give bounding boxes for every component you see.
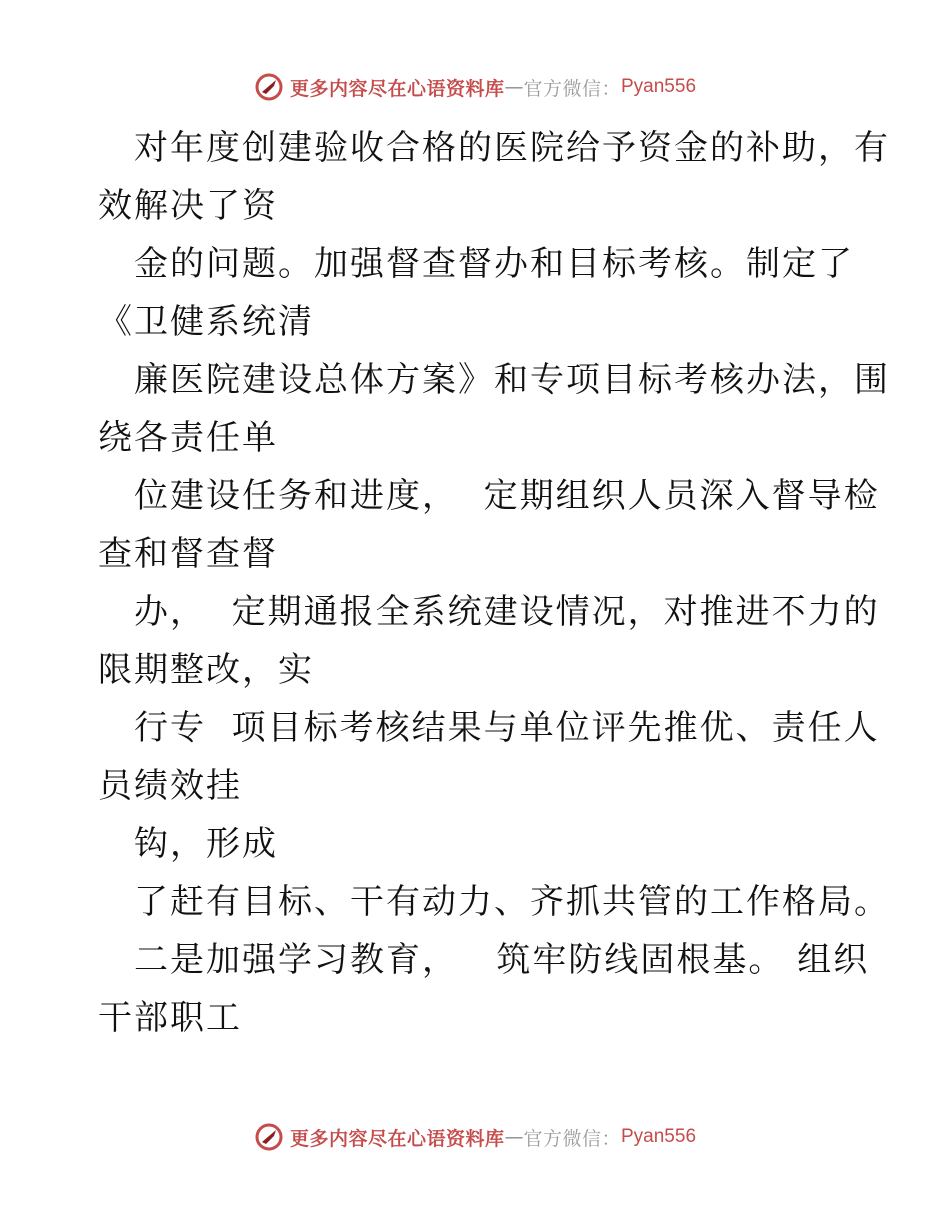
text-line-6: 绕各责任单 [98, 418, 278, 458]
banner-dash: — [504, 76, 524, 98]
banner-wechat-label: 官方微信： [523, 77, 621, 100]
text-line-14: 了赶有目标、干有动力、齐抓共管的工作格局。 [134, 882, 890, 922]
text-line-2: 效解决了资 [98, 186, 278, 226]
header-banner [0, 72, 950, 102]
text-line-12: 员绩效挂 [98, 766, 242, 806]
text-line-7: 位建设任务和进度， 定期组织人员深入督导检 [134, 476, 880, 516]
banner-lead-text: 更多内容尽在心语资料库 [289, 77, 505, 100]
text-line-3: 金的问题。加强督查督办和目标考核。制定了 [134, 244, 854, 284]
banner-dash: — [504, 1126, 524, 1148]
logo-icon [254, 72, 284, 102]
text-line-15: 二是加强学习教育， 筑牢防线固根基。 组织 [134, 940, 870, 980]
banner-wechat-id: Pyan556 [621, 76, 697, 97]
text-line-11: 行专 项目标考核结果与单位评先推优、责任人 [134, 708, 880, 748]
text-line-1: 对年度创建验收合格的医院给予资金的补助，有 [134, 128, 890, 168]
footer-banner [0, 1122, 950, 1152]
text-line-13: 钩，形成 [134, 824, 278, 864]
text-line-16: 干部职工 [98, 998, 242, 1038]
text-line-8: 查和督查督 [98, 534, 278, 574]
text-line-10: 限期整改，实 [98, 650, 314, 690]
text-line-4: 《卫健系统清 [98, 302, 314, 342]
banner-wechat-id: Pyan556 [621, 1126, 697, 1147]
banner-wechat-label: 官方微信： [523, 1127, 621, 1150]
logo-icon [254, 1122, 284, 1152]
banner-lead-text: 更多内容尽在心语资料库 [289, 1127, 505, 1150]
text-line-5: 廉医院建设总体方案》和专项目标考核办法，围 [134, 360, 890, 400]
text-line-9: 办， 定期通报全系统建设情况，对推进不力的 [134, 592, 880, 632]
